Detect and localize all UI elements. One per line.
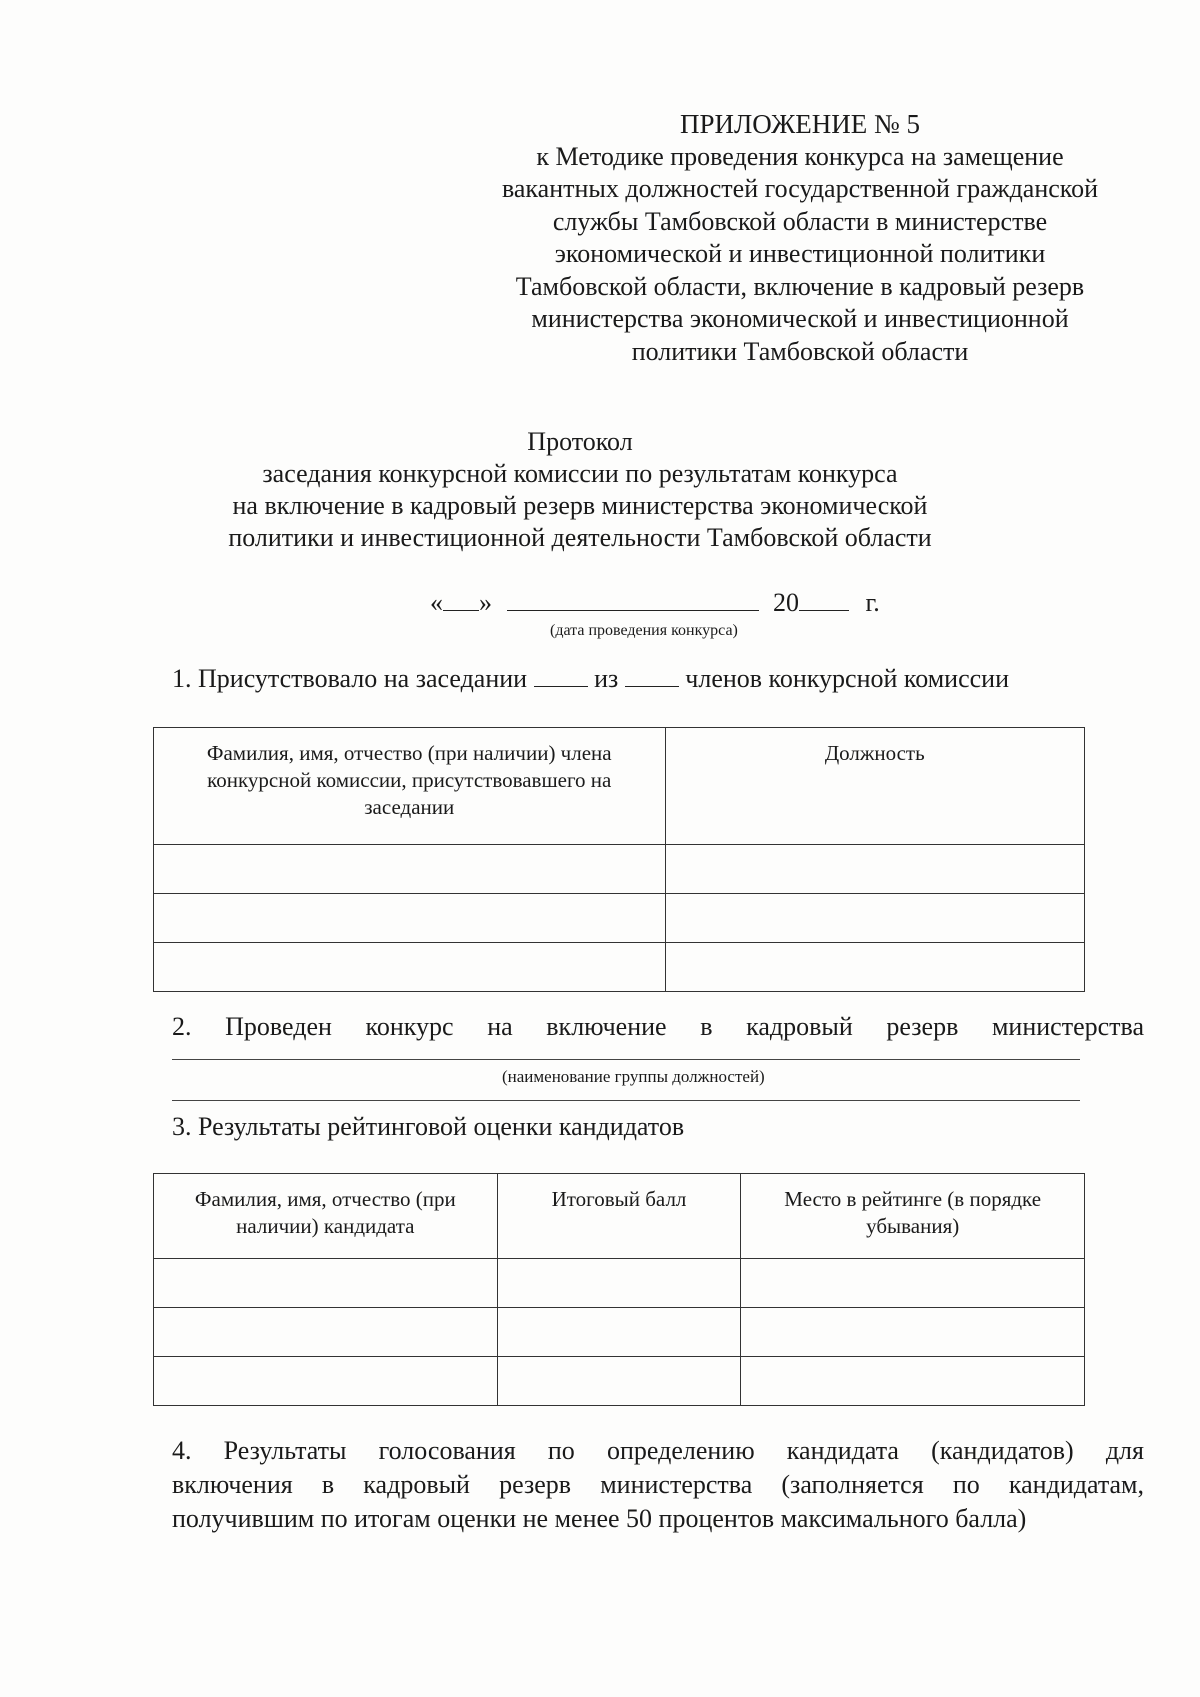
table-row: [154, 943, 1085, 992]
section-1-text-b: из: [594, 664, 619, 693]
appendix-line: министерства экономической и инвестиционной: [531, 304, 1069, 333]
table-row: [154, 845, 1085, 894]
section-1-text-a: 1. Присутствовало на заседании: [172, 664, 528, 693]
present-count-blank[interactable]: [534, 664, 588, 687]
month-blank[interactable]: [507, 586, 759, 611]
table-header-row: [154, 728, 1085, 845]
protocol-subtitle-line: заседания конкурсной комиссии по результатам конкурса: [262, 459, 898, 488]
appendix-line: экономической и инвестиционной политики: [554, 239, 1046, 268]
table-header-row: [154, 1174, 1085, 1259]
members-table: [153, 727, 1085, 992]
appendix-line: Тамбовской области, включение в кадровый резерв: [515, 271, 1085, 301]
position-group-blank-2[interactable]: [172, 1100, 1080, 1101]
table-cell[interactable]: [154, 1357, 498, 1406]
appendix-line: политики Тамбовской области: [631, 336, 969, 366]
rating-table: [153, 1173, 1085, 1406]
table-row: [154, 1308, 1085, 1357]
protocol-title-block: [200, 426, 960, 554]
rating-place-header: Место в рейтинге (в порядке убывания): [741, 1174, 1085, 1259]
table-cell[interactable]: [665, 845, 1084, 894]
table-cell[interactable]: [154, 1259, 498, 1308]
table-cell[interactable]: [665, 894, 1084, 943]
table-cell[interactable]: [741, 1357, 1085, 1406]
appendix-block: [470, 108, 1130, 368]
table-row: [154, 894, 1085, 943]
appendix-heading: ПРИЛОЖЕНИЕ № 5: [679, 109, 921, 139]
section-4-line: включения в кадровый резерв министерства (заполняется по кандидатам,: [172, 1470, 1144, 1499]
candidate-name-header: Фамилия, имя, отчество (при наличии) кандидата: [154, 1174, 498, 1259]
table-cell[interactable]: [154, 943, 666, 992]
table-cell[interactable]: [741, 1259, 1085, 1308]
table-cell[interactable]: [154, 894, 666, 943]
year-prefix: 20: [773, 588, 799, 617]
section-1-text-c: членов конкурсной комиссии: [685, 664, 1009, 693]
position-header: Должность: [665, 728, 1084, 845]
year-suffix: г.: [865, 588, 880, 617]
protocol-subtitle-line: на включение в кадровый резерв министерства экономической: [232, 491, 928, 520]
appendix-line: службы Тамбовской области в министерстве: [552, 206, 1048, 236]
protocol-subtitle-line: политики и инвестиционной деятельности Тамбовской области: [228, 523, 932, 552]
section-2-text: 2. Проведен конкурс на включение в кадровый резерв министерства: [172, 1012, 1144, 1041]
table-cell[interactable]: [154, 1308, 498, 1357]
day-blank[interactable]: [443, 586, 479, 611]
table-cell[interactable]: [497, 1308, 741, 1357]
section-1-text: [172, 664, 1009, 694]
section-4-line: получившим по итогам оценки не менее 50 процентов максимального балла): [172, 1504, 1027, 1533]
table-row: [154, 1259, 1085, 1308]
table-cell[interactable]: [741, 1308, 1085, 1357]
section-4-line: 4. Результаты голосования по определению кандидата (кандидатов) для: [172, 1436, 1144, 1465]
section-2-hint: (наименование группы должностей): [502, 1067, 765, 1086]
position-group-blank[interactable]: [172, 1059, 1080, 1060]
date-open-quote: «: [430, 588, 443, 617]
date-hint: (дата проведения конкурса): [550, 622, 738, 639]
total-score-header: Итоговый балл: [497, 1174, 741, 1259]
appendix-line: к Методике проведения конкурса на замещение: [536, 141, 1064, 171]
year-blank[interactable]: [799, 586, 849, 611]
table-row: [154, 1357, 1085, 1406]
total-count-blank[interactable]: [625, 664, 679, 687]
appendix-line: вакантных должностей государственной гражданской: [501, 174, 1099, 203]
date-close-quote: »: [479, 588, 492, 617]
table-cell[interactable]: [665, 943, 1084, 992]
member-name-header: Фамилия, имя, отчество (при наличии) члена конкурсной комиссии, присутствовавшего на заседании: [154, 728, 666, 845]
table-cell[interactable]: [154, 845, 666, 894]
date-field: [430, 586, 880, 618]
table-cell[interactable]: [497, 1259, 741, 1308]
protocol-title: Протокол: [527, 427, 633, 456]
section-4-text: [172, 1434, 1144, 1536]
section-3-title: 3. Результаты рейтинговой оценки кандидатов: [172, 1112, 685, 1141]
table-cell[interactable]: [497, 1357, 741, 1406]
